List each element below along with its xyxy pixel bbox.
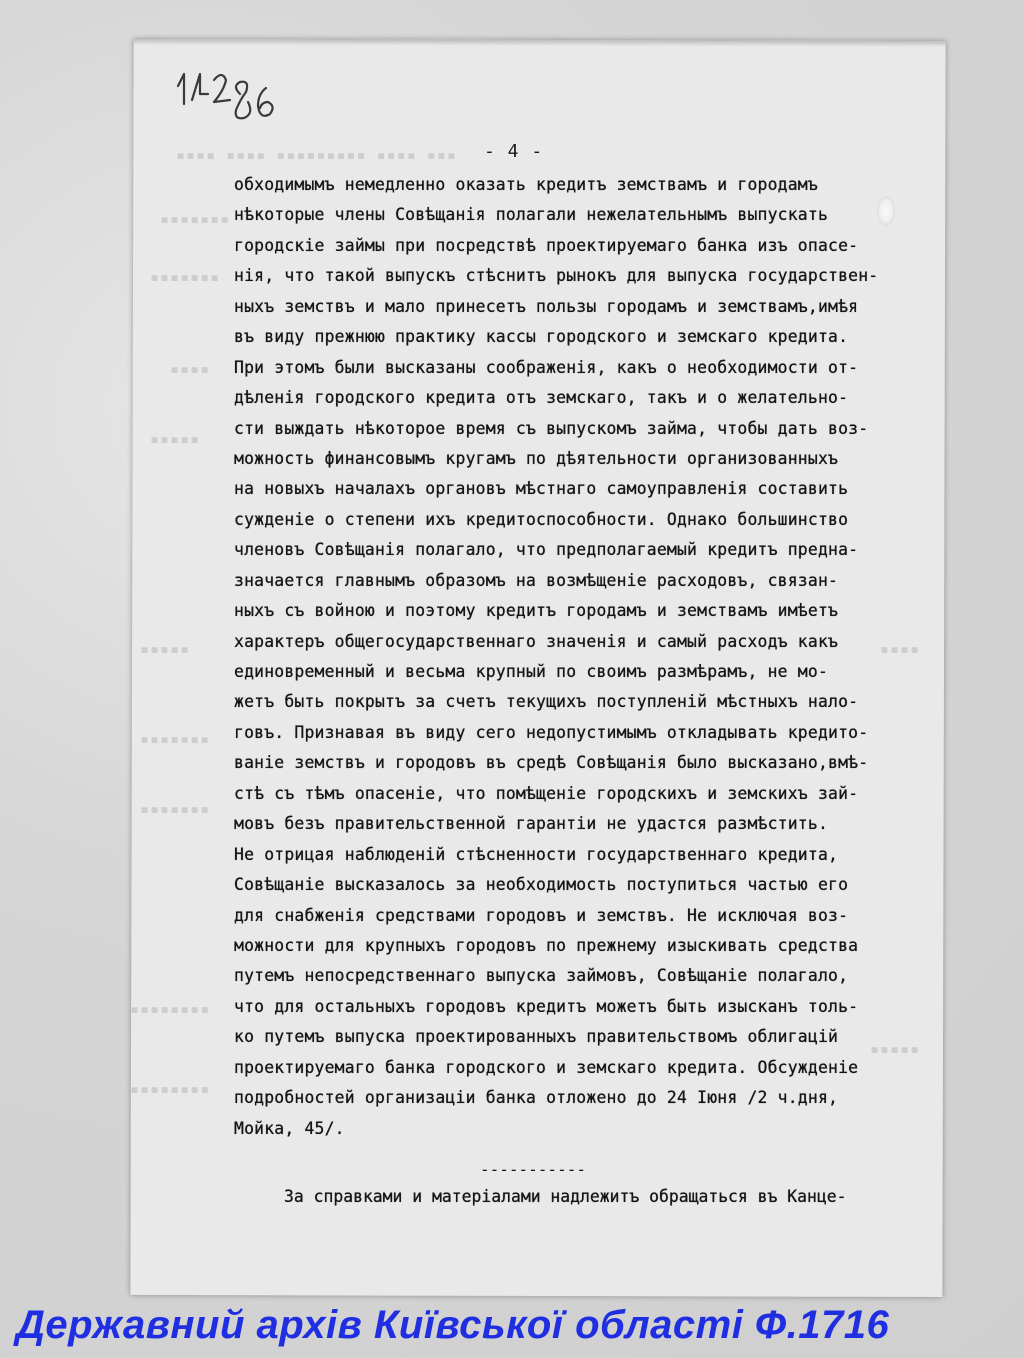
text-line: для снабженія средствами городовъ и земствъ. Не исключая воз-: [234, 905, 849, 925]
text-line: обходимымъ немедленно оказать кредитъ земствамъ и городамъ: [234, 175, 818, 194]
text-line: мовъ безъ правительственной гарантіи не удастся размѣстить.: [234, 814, 829, 834]
text-line: стѣ съ тѣмъ опасеніе, что помѣщеніе городскихъ и земскихъ зай-: [234, 783, 859, 803]
text-line: въ виду прежнюю практику кассы городского и земскаго кредита.: [234, 327, 849, 347]
text-line: Не отрицая наблюденій стѣсненности государственнаго кредита,: [234, 844, 839, 864]
text-line: сужденіе о степени ихъ кредитоспособности. Однако большинство: [234, 509, 849, 529]
text-line: подробностей организаціи банка отложено до 24 Іюня /2 ч.дня,: [234, 1088, 839, 1108]
text-line: ныхъ земствъ и мало принесетъ пользы городамъ и земствамъ,имѣя: [234, 296, 859, 316]
text-line: Совѣщаніе высказалось за необходимость поступиться частью его: [234, 875, 849, 895]
text-line: можность финансовымъ кругамъ по дѣятельности организованныхъ: [234, 448, 839, 468]
text-line: проектируемаго банка городского и земскаго кредита. Обсужденіе: [234, 1057, 859, 1077]
archive-watermark: Державний архів Київської області Ф.1716: [16, 1303, 890, 1347]
text-line: можности для крупныхъ городовъ по прежнему изыскивать средства: [234, 935, 859, 955]
divider-line: -----------: [480, 1160, 586, 1179]
footer-note: За справками и матеріалами надлежитъ обращаться въ Канце-: [284, 1187, 847, 1206]
text-line: значается главнымъ образомъ на возмѣщеніе расходовъ, связан-: [234, 570, 839, 590]
text-line: жетъ быть покрытъ за счетъ текущихъ поступленій мѣстныхъ нало-: [234, 692, 859, 712]
text-line: говъ. Признавая въ виду сего недопустимымъ откладывать кредито-: [234, 722, 869, 742]
text-line: Мойка, 45/.: [234, 1118, 345, 1138]
body-text: [234, 170, 894, 1144]
text-line: ваніе земствъ и городовъ въ средѣ Совѣщанія было высказано,вмѣ-: [234, 753, 869, 773]
text-line: путемъ непосредственнаго выпуска займовъ, Совѣщаніе полагало,: [234, 966, 849, 986]
text-line: сти выждать нѣкоторое время съ выпускомъ займа, чтобы дать воз-: [234, 418, 869, 438]
text-line: что для остальныхъ городовъ кредитъ можетъ быть изысканъ толь-: [234, 996, 859, 1016]
text-line: нѣкоторые члены Совѣщанія полагали нежелательнымъ выпускать: [234, 205, 829, 225]
handwritten-archive-number: [170, 64, 290, 144]
text-line: ко путемъ выпуска проектированныхъ правительствомъ облигацій: [234, 1027, 839, 1047]
text-line: единовременный и весьма крупный по своимъ размѣрамъ, не мо-: [234, 662, 829, 681]
text-line: ныхъ съ войною и поэтому кредитъ городамъ и земствамъ имѣетъ: [234, 601, 839, 621]
text-line: городскіе займы при посредствѣ проектируемаго банка изъ опасе-: [234, 235, 859, 255]
text-line: на новыхъ началахъ органовъ мѣстнаго самоуправленія составить: [234, 479, 849, 499]
text-line: нія, что такой выпускъ стѣснитъ рынокъ для выпуска государствен-: [234, 266, 879, 286]
text-line: дѣленія городского кредита отъ земскаго, такъ и о желательно-: [234, 388, 849, 408]
text-line: членовъ Совѣщанія полагало, что предполагаемый кредитъ предна-: [234, 540, 859, 560]
page-edge-shadow: [134, 39, 946, 47]
text-line: характеръ общегосударственнаго значенія и самый расходъ какъ: [234, 631, 839, 651]
text-line: При этомъ были высказаны соображенія, какъ о необходимости от-: [234, 357, 859, 377]
page-number: - 4 -: [484, 141, 544, 162]
